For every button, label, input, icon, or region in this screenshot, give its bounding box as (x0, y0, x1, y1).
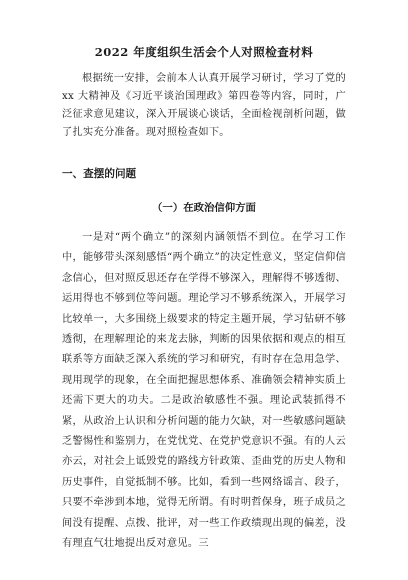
subsection-heading: （一）在政治信仰方面 (152, 202, 256, 214)
document-title: 2022 年度组织生活会个人对照检查材料 (94, 45, 314, 59)
body-paragraph: 一是对“两个确立”的深刻内涵领悟不到位。在学习工作中，能够带头深刻感悟“两个确立”的决定性意义，坚定信仰信念信心，但对照反思还存在学得不够深入，理解得不够透彻、运用得也不够到位等问题。理论学习不够系统深入，开展学习比较单一，大多围绕上级要求的特定主题开展，学习钻研不够透彻，在理解理论的来龙去脉，判断的因果依据和观点的相互联系等方面缺乏深入系统的学习和研究，有时存在急用急学、现用现学的现象，在全面把握思想体系、准确领会精神实质上还需下更大的功夫。二是政治敏感性不强。理论武装抓得不紧，从政治上认识和分析问题的能力欠缺，对一些敏感问题缺乏警惕性和鉴别力，在党忧党、在党护党意识不强。有的人云亦云，对社会上诋毁党的路线方针政策、歪曲党的历史人物和历史事件，自觉抵制不够。比如，看到一些网络谣言、段子，只要不牵涉到本地，觉得无所谓。有时明哲保身，班子成员之间没有提醒、点拨、批评，对一些工作政绩现出现的偏差，没有理直气壮地提出反对意见。三 (62, 232, 346, 550)
intro-paragraph: 根据统一安排，会前本人认真开展学习研讨，学习了党的 xx 大精神及《习近平谈治国理政》第四卷等内容，同时，广泛征求意见建议，深入开展谈心谈话，全面检视剖析问题，做了扎实充分准备。现对照检查如下。 (62, 73, 346, 138)
section-heading: 一、查摆的问题 (62, 168, 137, 180)
